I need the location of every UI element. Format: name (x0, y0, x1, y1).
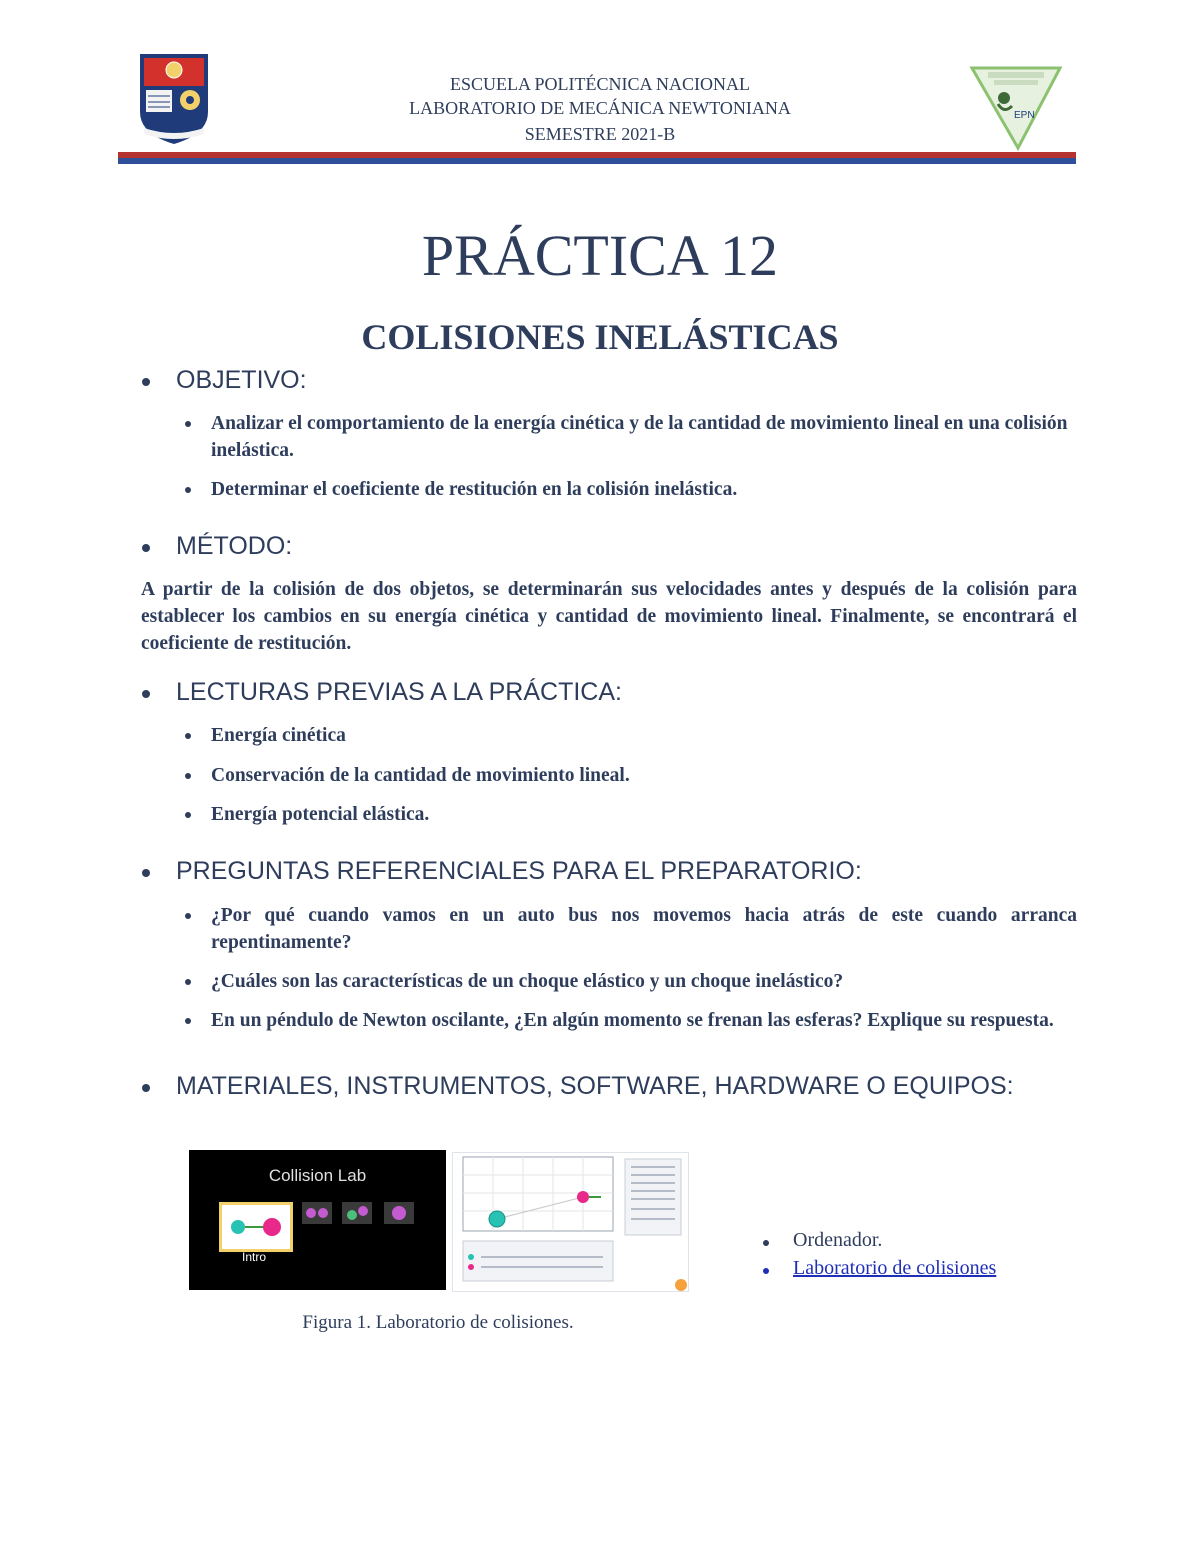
bullet-icon (142, 378, 150, 386)
laboratory-name: LABORATORIO DE MECÁNICA NEWTONIANA (409, 98, 791, 118)
item-text: Analizar el comportamiento de la energía cinética y de la cantidad de movimiento lineal en una colisión inelástica. (211, 413, 1068, 461)
metodo-paragraph: A partir de la colisión de dos objetos, se determinarán sus velocidades antes y después de la colisión para establecer los cambios en su energía cinética y cantidad de movimiento lineal. Finalmente, se encontrará el coeficiente de restitución. (141, 579, 1077, 654)
item-text: En un péndulo de Newton oscilante, ¿En algún momento se frenan las esferas? Explique su respuesta. (211, 1010, 1054, 1031)
item-text: Conservación de la cantidad de movimiento lineal. (211, 765, 630, 786)
section-heading-metodo (176, 532, 292, 561)
intro-label: Intro (241, 1250, 266, 1264)
heading-text: PREGUNTAS REFERENCIALES PARA EL PREPARATORIO: (176, 857, 862, 885)
item-text: ¿Cuáles son las características de un choque elástico y un choque inelástico? (211, 971, 844, 992)
lab-logo (968, 64, 1064, 152)
screen-thumb (342, 1202, 372, 1224)
bullet-icon (185, 1018, 191, 1024)
section-heading-lecturas (176, 678, 622, 707)
practice-title: PRÁCTICA 12 (421, 223, 779, 288)
list-item (211, 801, 429, 828)
list-item (211, 410, 1077, 464)
epn-logo-text: EPN (1014, 110, 1035, 121)
collision-lab-simulation-screenshot (452, 1152, 689, 1292)
section-heading-preguntas (176, 857, 862, 886)
list-item (211, 968, 1077, 995)
bullet-icon (185, 733, 191, 739)
app-title: Collision Lab (268, 1166, 367, 1185)
bullet-icon (142, 690, 150, 698)
collision-lab-home-screenshot (189, 1150, 446, 1290)
heading-text: LECTURAS PREVIAS A LA PRÁCTICA: (176, 678, 622, 706)
item-text: ¿Por qué cuando vamos en un auto bus nos movemos hacia atrás de este cuando arranca repentinamente? (211, 905, 1077, 953)
collision-lab-link[interactable]: Laboratorio de colisiones (793, 1257, 997, 1279)
list-item (211, 762, 630, 789)
bullet-icon (185, 979, 191, 985)
item-text: Energía cinética (211, 725, 346, 746)
header-rule-blue (118, 158, 1076, 164)
bullet-icon (185, 773, 191, 779)
list-item (211, 722, 346, 749)
simulation-view (453, 1153, 688, 1291)
bullet-icon (185, 487, 191, 493)
bullet-icon (142, 869, 150, 877)
section-heading-objetivo (176, 366, 307, 395)
practice-subtitle: COLISIONES INELÁSTICAS (361, 317, 839, 357)
bullet-icon (763, 1268, 769, 1274)
heading-text: MÉTODO: (176, 532, 293, 560)
list-item (793, 1229, 882, 1252)
list-item (211, 476, 1077, 503)
bullet-icon (185, 812, 191, 818)
bullet-icon (185, 421, 191, 427)
bullet-icon (763, 1240, 769, 1246)
item-text: Ordenador. (793, 1229, 883, 1251)
item-text: Determinar el coeficiente de restitución en la colisión inelástica. (211, 479, 738, 500)
institution-name: ESCUELA POLITÉCNICA NACIONAL (450, 74, 750, 94)
list-item (211, 1007, 1077, 1034)
bullet-icon (142, 544, 150, 552)
item-text: Energía potencial elástica. (211, 804, 430, 825)
figure-caption: Figura 1. Laboratorio de colisiones. (302, 1312, 574, 1333)
list-item[interactable] (793, 1257, 996, 1280)
section-heading-materiales (176, 1072, 1014, 1101)
bullet-icon (142, 1084, 150, 1092)
intro-screen-card (219, 1202, 293, 1252)
semester-label: SEMESTRE 2021-B (524, 124, 676, 144)
screen-thumb (384, 1202, 414, 1224)
bullet-icon (185, 913, 191, 919)
list-item (211, 902, 1077, 956)
heading-text: OBJETIVO: (176, 366, 307, 394)
epn-crest-logo (138, 52, 210, 146)
heading-text: MATERIALES, INSTRUMENTOS, SOFTWARE, HARDWARE O EQUIPOS: (176, 1072, 1014, 1100)
balls-icon (222, 1205, 290, 1249)
screen-thumb (302, 1202, 332, 1224)
